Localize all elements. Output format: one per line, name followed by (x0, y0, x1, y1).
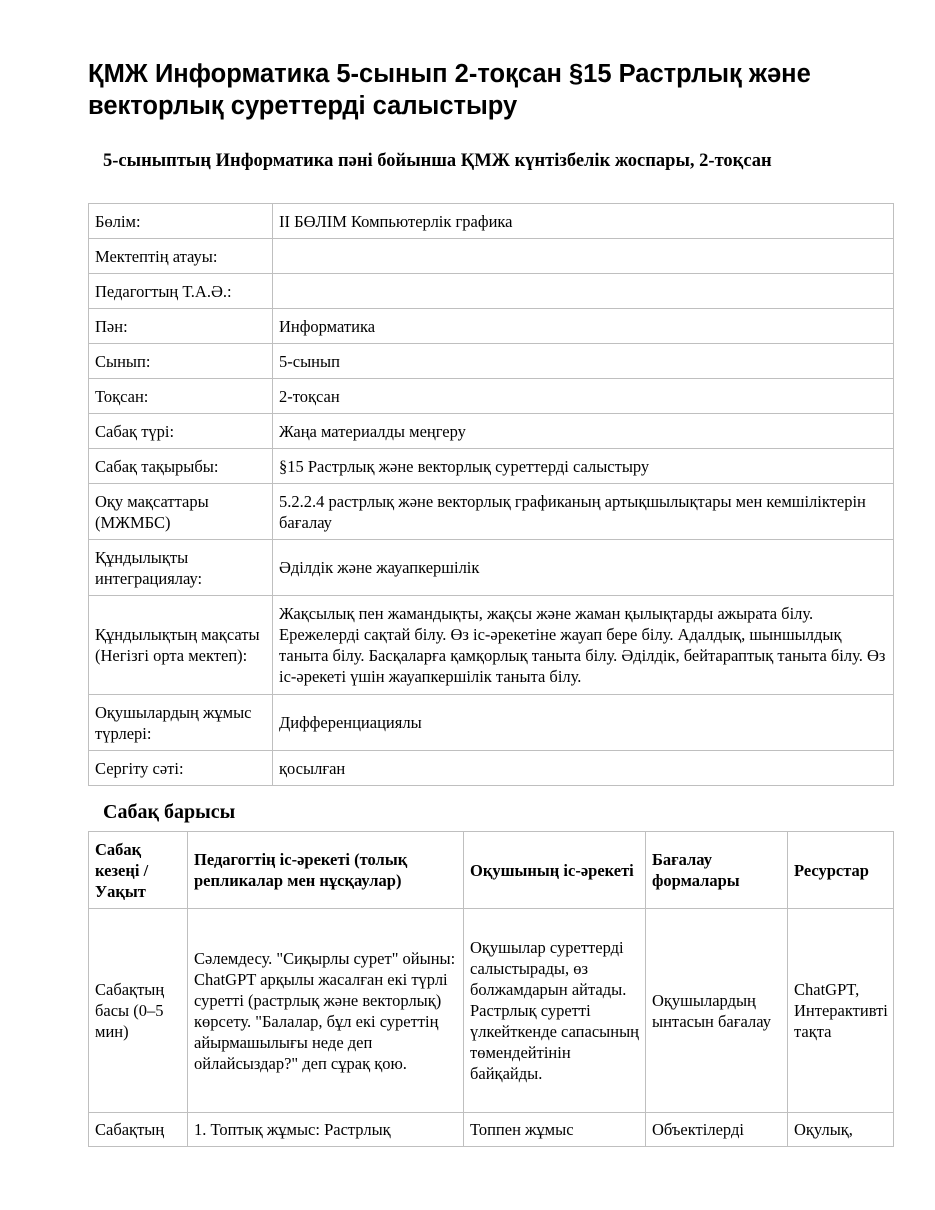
cell-resources: ChatGPT, Интерактивті тақта (788, 909, 894, 1113)
table-row (89, 484, 894, 540)
info-label-grade: Сынып: (89, 344, 273, 379)
lesson-flow-heading: Сабақ барысы (103, 801, 236, 823)
info-value-teacher (273, 274, 894, 309)
header-student-activity: Оқушының іс-әрекеті (464, 832, 646, 909)
info-label-quarter: Тоқсан: (89, 379, 273, 414)
table-header-row (89, 832, 894, 909)
info-label-work-types: Оқушылардың жұмыс түрлері: (89, 695, 273, 751)
info-label-subject: Пән: (89, 309, 273, 344)
table-row (89, 1113, 894, 1147)
cell-student-activity: Оқушылар суреттерді салыстырады, өз болжамдарын айтады. Растрлық суретті үлкейткенде сапасының төмендейтінін байқайды. (464, 909, 646, 1113)
info-label-teacher: Педагогтың Т.А.Ә.: (89, 274, 273, 309)
cell-teacher-activity: Сәлемдесу. "Сиқырлы сурет" ойыны: ChatGPT арқылы жасалған екі түрлі суретті (растрлық және векторлық) көрсету. "Балалар, бұл екі суреттің айырмашылығы неде деп ойлайсыздар?" деп сұрақ қою. (188, 909, 464, 1113)
cell-teacher-activity: 1. Топтық жұмыс: Растрлық (188, 1113, 464, 1147)
info-value-subject: Информатика (273, 309, 894, 344)
header-stage: Сабақ кезеңі / Уақыт (89, 832, 188, 909)
info-label-learning-goals: Оқу мақсаттары (МЖМБС) (89, 484, 273, 540)
info-label-school: Мектептің атауы: (89, 239, 273, 274)
cell-student-activity: Топпен жұмыс (464, 1113, 646, 1147)
document-title: ҚМЖ Информатика 5-сынып 2-тоқсан §15 Растрлық және векторлық суреттерді салыстыру (88, 60, 811, 120)
table-row (89, 344, 894, 379)
info-value-grade: 5-сынып (273, 344, 894, 379)
info-label-lesson-type: Сабақ түрі: (89, 414, 273, 449)
info-value-value-integration: Әділдік және жауапкершілік (273, 540, 894, 596)
info-label-value-integration: Құндылықты интеграциялау: (89, 540, 273, 596)
table-row (89, 239, 894, 274)
cell-assessment: Объектілерді (646, 1113, 788, 1147)
info-value-lesson-type: Жаңа материалды меңгеру (273, 414, 894, 449)
info-label-break: Сергіту сәті: (89, 751, 273, 786)
info-value-section: ІІ БӨЛІМ Компьютерлік графика (273, 204, 894, 239)
table-row (89, 309, 894, 344)
info-value-value-goal: Жақсылық пен жамандықты, жақсы және жаман қылықтарды ажырата білу. Ережелерді сақтай білу. Өз іс-әрекетіне жауап бере білу. Адалдық, шыншылдық таныта білу. Басқаларға қамқорлық таныта білу. Әділдік, бейтараптық таныта білу. Өз іс-әрекеті үшін жауапкершілік таныта білу. (273, 596, 894, 695)
table-row (89, 379, 894, 414)
info-label-lesson-topic: Сабақ тақырыбы: (89, 449, 273, 484)
cell-resources: Оқулық, (788, 1113, 894, 1147)
info-label-section: Бөлім: (89, 204, 273, 239)
info-label-value-goal: Құндылықтың мақсаты (Негізгі орта мектеп): (89, 596, 273, 695)
lesson-info-table (88, 203, 894, 786)
info-value-work-types: Дифференциациялы (273, 695, 894, 751)
table-row (89, 414, 894, 449)
table-row (89, 274, 894, 309)
cell-assessment: Оқушылардың ынтасын бағалау (646, 909, 788, 1113)
info-value-lesson-topic: §15 Растрлық және векторлық суреттерді салыстыру (273, 449, 894, 484)
info-value-school (273, 239, 894, 274)
info-value-break: қосылған (273, 751, 894, 786)
info-value-quarter: 2-тоқсан (273, 379, 894, 414)
header-teacher-activity: Педагогтің іс-әрекеті (толық репликалар мен нұсқаулар) (188, 832, 464, 909)
header-resources: Ресурстар (788, 832, 894, 909)
table-row (89, 751, 894, 786)
cell-stage: Сабақтың басы (0–5 мин) (89, 909, 188, 1113)
table-row (89, 909, 894, 1113)
table-row (89, 449, 894, 484)
header-assessment: Бағалау формалары (646, 832, 788, 909)
lesson-flow-table (88, 831, 894, 1147)
info-value-learning-goals: 5.2.2.4 растрлық және векторлық графиканың артықшылықтары мен кемшіліктерін бағалау (273, 484, 894, 540)
plan-heading: 5-сыныптың Информатика пәні бойынша ҚМЖ күнтізбелік жоспары, 2-тоқсан (103, 151, 772, 171)
cell-stage: Сабақтың (89, 1113, 188, 1147)
table-row (89, 695, 894, 751)
table-row (89, 596, 894, 695)
table-row (89, 204, 894, 239)
table-row (89, 540, 894, 596)
